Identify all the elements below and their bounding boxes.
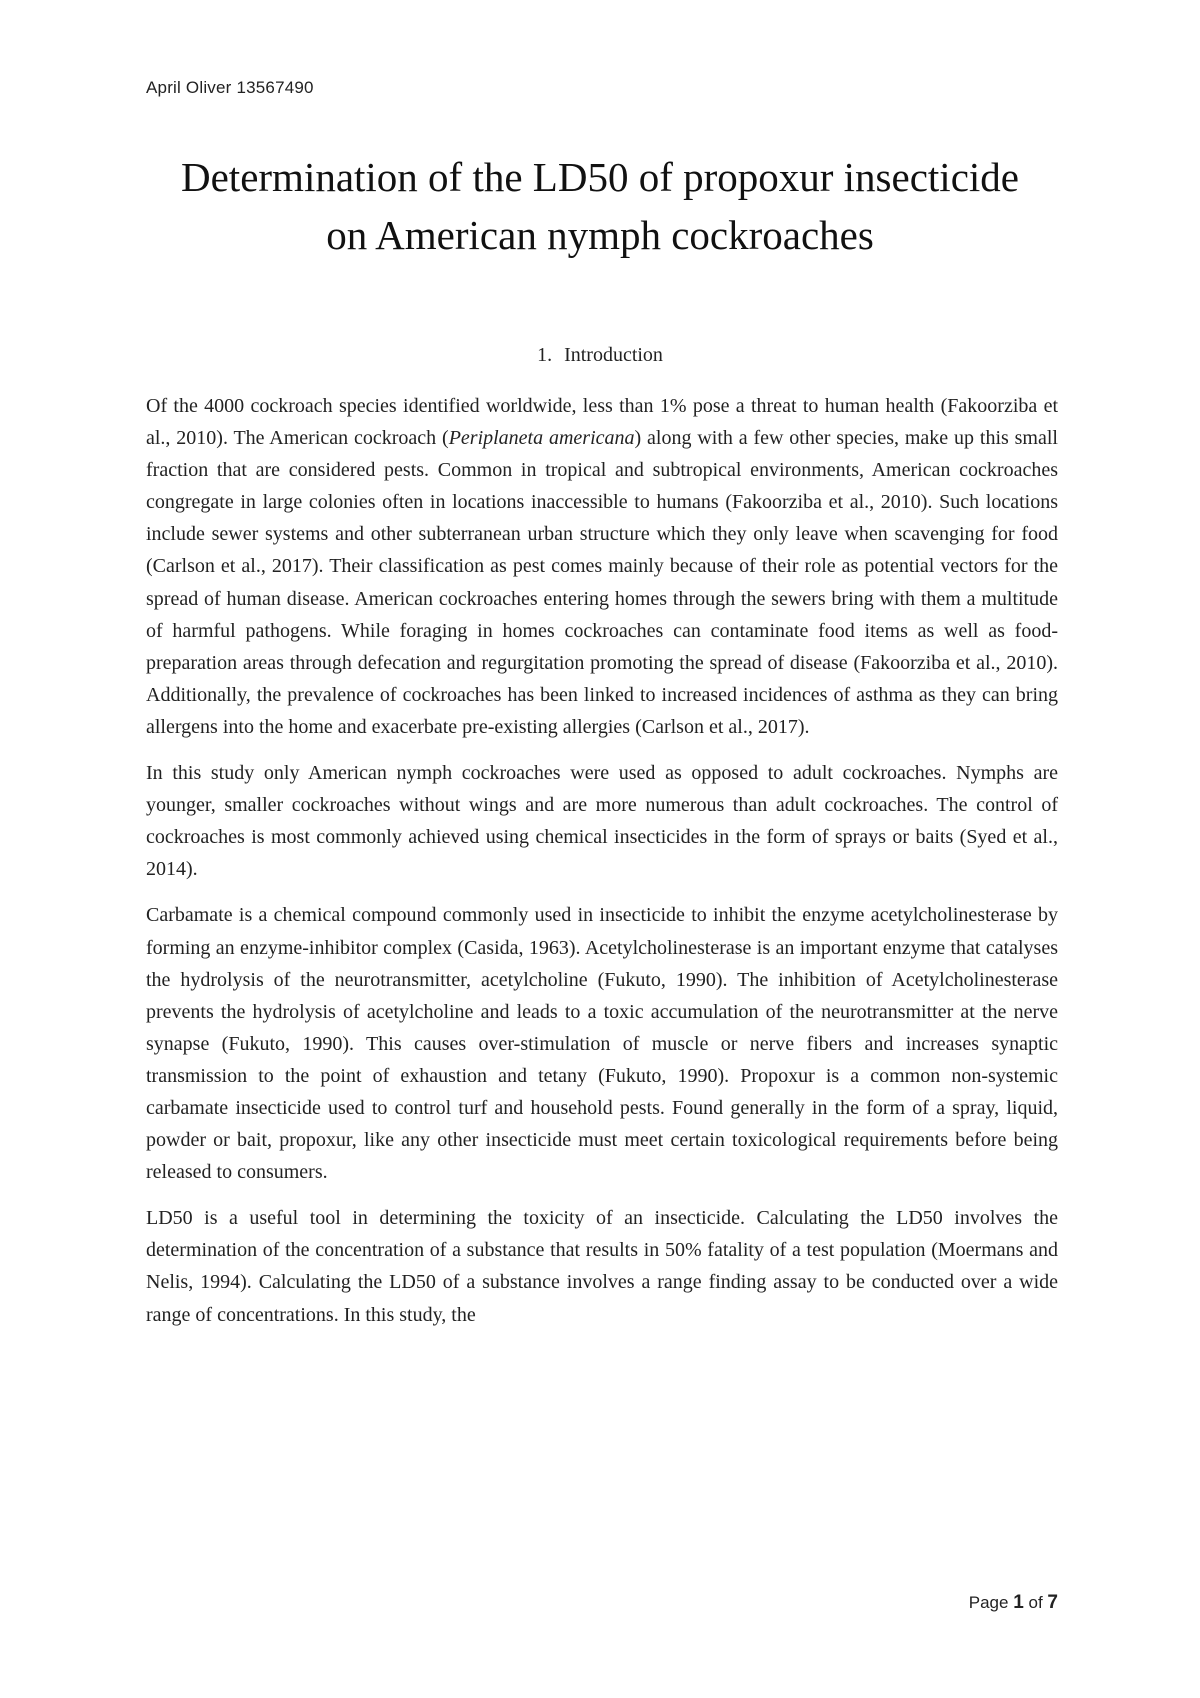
- paragraph-1: [146, 390, 1058, 743]
- title-line-2: on American nymph cockroaches: [326, 212, 874, 258]
- page-word: Page: [968, 1593, 1009, 1612]
- total-page-count: 7: [1047, 1592, 1058, 1613]
- document-title: [100, 148, 1100, 264]
- author-header: April Oliver 13567490: [146, 78, 314, 97]
- of-word: of: [1028, 1593, 1043, 1612]
- paragraph-1-text-b: ) along with a few other species, make up this small fraction that are considered pests. Common in tropical and subtropical environments, American cockroaches congregate in large colonies often in locations inaccessible to humans (Fakoorziba et al., 2010). Such locations include sewer systems and other subterranean urban structure which they only leave when scavenging for food (Carlson et al., 2017). Their classification as pest comes mainly because of their role as potential vectors for the spread of human disease. American cockroaches entering homes through the sewers bring with them a multitude of harmful pathogens. While foraging in homes cockroaches can contaminate food items as well as food-preparation areas through defecation and regurgitation promoting the spread of disease (Fakoorziba et al., 2010). Additionally, the prevalence of cockroaches has been linked to increased incidences of asthma as they can bring allergens into the home and exacerbate pre-existing allergies (Carlson et al., 2017).: [146, 427, 1058, 738]
- paragraph-3: Carbamate is a chemical compound commonly used in insecticide to inhibit the enzyme acetylcholinesterase by forming an enzyme-inhibitor complex (Casida, 1963). Acetylcholinesterase is an important enzyme that catalyses the hydrolysis of the neurotransmitter, acetylcholine (Fukuto, 1990). The inhibition of Acetylcholinesterase prevents the hydrolysis of acetylcholine and leads to a toxic accumulation of the neurotransmitter at the nerve synapse (Fukuto, 1990). This causes over-stimulation of muscle or nerve fibers and increases synaptic transmission to the point of exhaustion and tetany (Fukuto, 1990). Propoxur is a common non-systemic carbamate insecticide used to control turf and household pests. Found generally in the form of a spray, liquid, powder or bait, propoxur, like any other insecticide must meet certain toxicological requirements before being released to consumers.: [146, 904, 1058, 1184]
- species-name: Periplaneta americana: [448, 427, 635, 450]
- page-number-footer: [969, 1592, 1058, 1614]
- current-page-number: 1: [1013, 1592, 1024, 1613]
- title-line-1: Determination of the LD50 of propoxur insecticide: [181, 154, 1019, 200]
- section-number: 1.: [537, 344, 553, 366]
- paragraph-4: LD50 is a useful tool in determining the toxicity of an insecticide. Calculating the LD50 involves the determination of the concentration of a substance that results in 50% fatality of a test population (Moermans and Nelis, 1994). Calculating the LD50 of a substance involves a range finding assay to be conducted over a wide range of concentrations. In this study, the: [146, 1207, 1058, 1326]
- section-heading-introduction: [0, 344, 1200, 367]
- paragraph-1-text-a: Of the 4000 cockroach species identified worldwide, less than 1% pose a threat to human health (Fakoorziba et al., 2010). The American cockroach (: [146, 395, 1058, 450]
- section-title: Introduction: [564, 344, 663, 366]
- paragraph-2: In this study only American nymph cockroaches were used as opposed to adult cockroaches. Nymphs are younger, smaller cockroaches without wings and are more numerous than adult cockroaches. The control of cockroaches is most commonly achieved using chemical insecticides in the form of sprays or baits (Syed et al., 2014).: [146, 762, 1058, 881]
- body-text: [146, 390, 1058, 1345]
